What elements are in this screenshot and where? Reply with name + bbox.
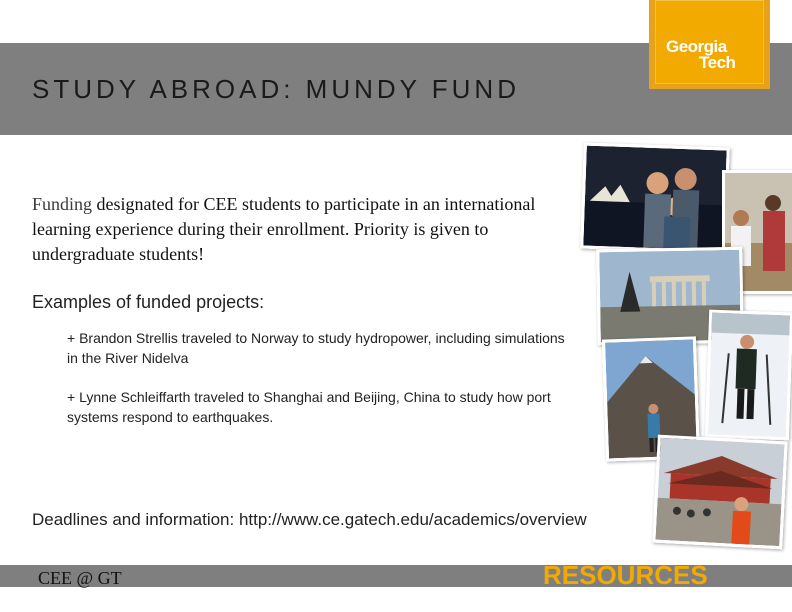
georgia-tech-logo[interactable] <box>649 0 770 89</box>
example-item-strellis: + Brandon Strellis traveled to Norway to study hydropower, including simulations in the River Nidelva <box>67 330 565 366</box>
logo-box <box>655 0 764 84</box>
intro-text: designated for CEE students to participate in an international learning experience during their enrollment. Priority is given to undergraduate students! <box>32 194 536 264</box>
examples-heading: Examples of funded projects: <box>32 292 265 312</box>
footer-label: CEE @ GT <box>38 568 122 588</box>
photo-forbidden-city <box>652 435 787 550</box>
page-title: STUDY ABROAD: MUNDY FUND <box>32 74 520 104</box>
logo-line-tech: Tech <box>699 53 736 72</box>
resources-link[interactable]: RESOURCES <box>543 560 708 590</box>
photo-sydney-group <box>580 142 730 253</box>
example-item-schleiffarth: + Lynne Schleiffarth traveled to Shanghai and Beijing, China to study how port systems respond to earthquakes. <box>67 389 551 425</box>
photo-snow-hiker <box>705 310 792 441</box>
intro-paragraph <box>32 192 592 267</box>
intro-accent-word: Funding <box>32 194 93 214</box>
deadlines-link[interactable]: Deadlines and information: http://www.ce.gatech.edu/academics/overview <box>32 510 587 529</box>
logo-line-georgia: Georgia <box>666 37 727 56</box>
